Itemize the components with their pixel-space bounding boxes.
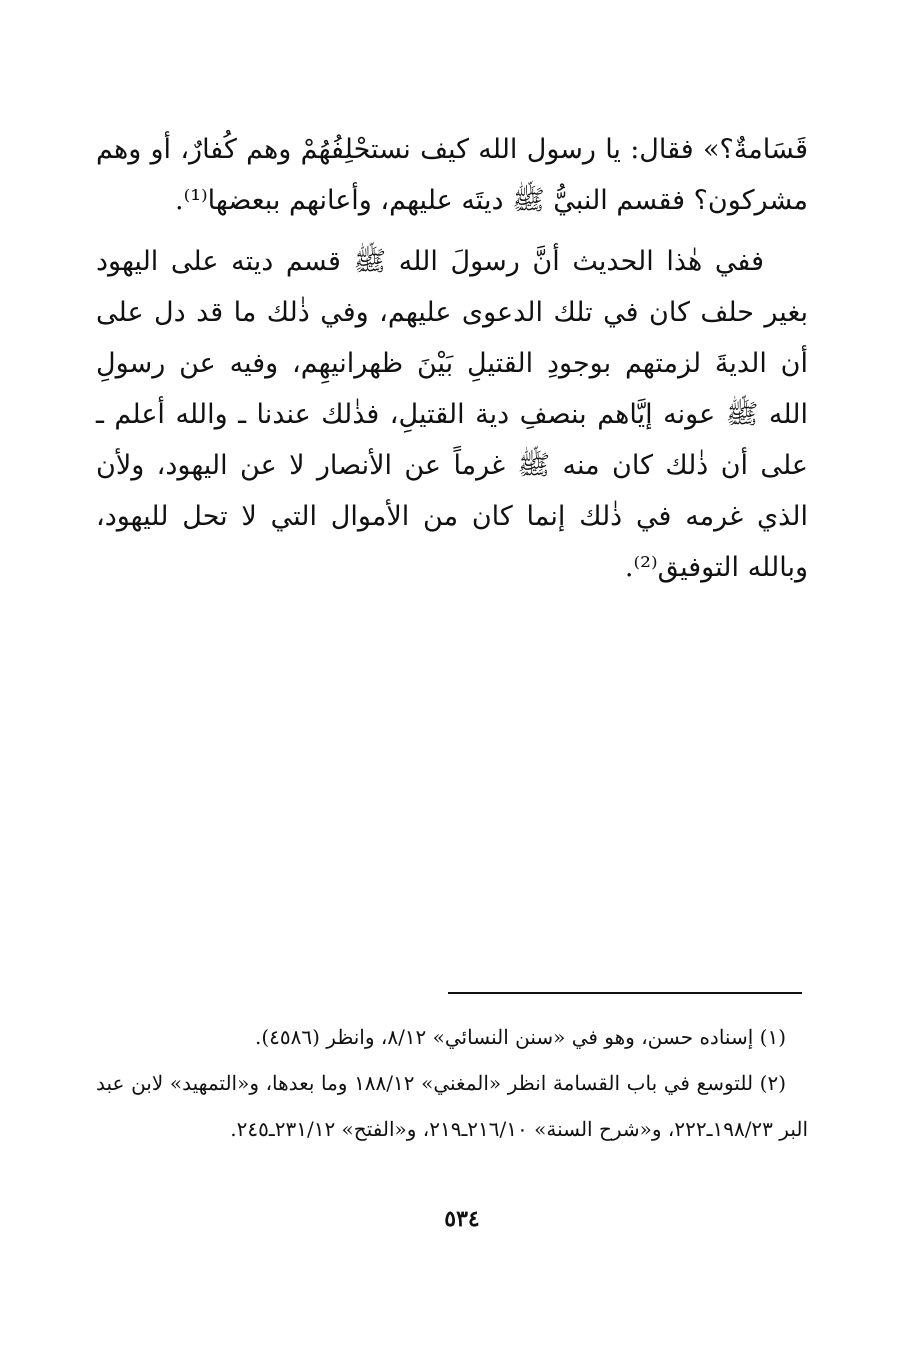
footnote-separator <box>448 992 802 994</box>
footnote-1: (١) إسناده حسن، وهو في «سنن النسائي» ٨/١٢، وانظر (٤٥٨٦). <box>254 1025 786 1049</box>
page-number: ٥٣٤ <box>444 1206 480 1232</box>
footnotes <box>96 1014 808 1152</box>
footnote-2: (٢) للتوسع في باب القسامة انظر «المغني» ١٨٨/١٢ وما بعدها، و«التمهيد» لابن عبد البر ١٩٨/٢٣ـ٢٢٢، و«شرح السنة» ٢١٦/١٠ـ٢١٩، و«الفتح» ٢٣١/١٢ـ٢٤٥. <box>96 1071 808 1141</box>
paragraph-2: ففي هٰذا الحديث أنَّ رسولَ الله ﷺ قسم ديته على اليهود بغير حلف كان في تلك الدعوى عليهم، وفي ذٰلك ما قد دل على أن الديةَ لزمتهم بوجودِ القتيلِ بَيْنَ ظهرانيهِم، وفيه عن رسولِ الله ﷺ عونه إيَّاهم بنصفِ دية القتيلِ، فذٰلك عندنا ـ والله أعلم ـ على أن ذٰلك كان منه ﷺ غرماً عن الأنصار لا عن اليهود، ولأن الذي غرمه في ذٰلك إنما كان من الأموال التي لا تحل لليهود، وبالله التوفيق⁽²⁾. <box>96 246 808 583</box>
paragraph-1: قَسَامةٌ؟» فقال: يا رسول الله كيف نستحْلِفُهُمْ وهم كُفارٌ، أو وهم مشركون؟ فقسم النبيُّ ﷺ ديتَه عليهم، وأعانهم ببعضها⁽¹⁾. <box>96 134 808 216</box>
main-text <box>96 124 808 593</box>
